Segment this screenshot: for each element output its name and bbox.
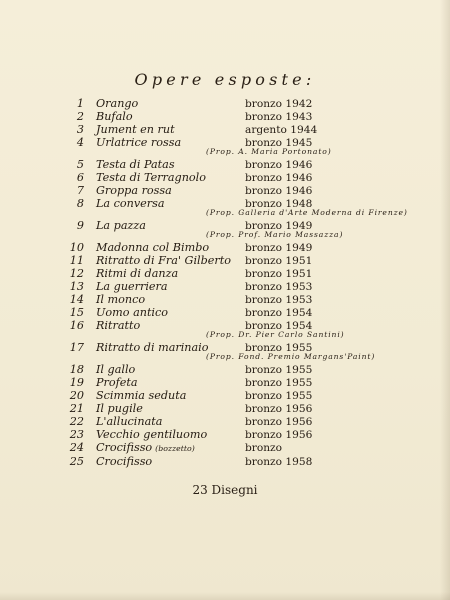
work-entry (0, 171, 450, 185)
work-number: 22 (69, 415, 84, 428)
work-title-note: (bozzetto) (155, 444, 195, 453)
work-title: Crocifisso (96, 455, 153, 468)
work-material-year: bronzo (245, 442, 283, 454)
work-title: Crocifisso (bozzetto) (96, 441, 195, 454)
work-entry (0, 267, 450, 281)
work-title: Scimmia seduta (96, 389, 187, 402)
work-entry (0, 280, 450, 294)
work-number: 9 (76, 219, 84, 232)
work-material-year: bronzo 1951 (245, 268, 313, 280)
work-ownership-note: (Prop. Fond. Premio Margans'Paint) (206, 352, 376, 361)
work-number: 25 (69, 455, 84, 468)
work-material-year: bronzo 1955 (245, 390, 313, 402)
work-material-year: bronzo 1945 (245, 137, 313, 149)
work-title: Groppa rossa (96, 184, 172, 197)
work-title: La guerriera (96, 280, 168, 293)
work-number: 3 (76, 123, 84, 136)
work-number: 18 (69, 363, 84, 376)
work-entry (0, 455, 450, 469)
work-number: 6 (76, 171, 84, 184)
work-title: La conversa (96, 197, 165, 210)
work-title: Ritratto (96, 319, 141, 332)
work-number: 16 (69, 319, 84, 332)
work-entry (0, 376, 450, 390)
work-number: 19 (69, 376, 84, 389)
work-entry (0, 441, 450, 455)
work-material-year: bronzo 1948 (245, 198, 313, 210)
work-number: 12 (69, 267, 84, 280)
work-title: Il gallo (96, 363, 136, 376)
work-number: 8 (76, 197, 84, 210)
work-number: 1 (76, 97, 84, 110)
work-number: 14 (69, 293, 84, 306)
work-title: Orango (96, 97, 139, 110)
work-material-year: bronzo 1955 (245, 364, 313, 376)
work-number: 17 (69, 341, 84, 354)
work-title: Jument en rut (96, 123, 175, 136)
work-material-year: bronzo 1946 (245, 185, 313, 197)
work-title: Ritratto di Fra' Gilberto (96, 254, 231, 267)
work-number: 20 (69, 389, 84, 402)
work-material-year: bronzo 1953 (245, 281, 313, 293)
work-title: Urlatrice rossa (96, 136, 182, 149)
work-title: Il monco (96, 293, 146, 306)
work-title: La pazza (96, 219, 146, 232)
page-bottom-shadow (0, 592, 450, 600)
work-title: L'allucinata (96, 415, 163, 428)
work-title: Vecchio gentiluomo (96, 428, 208, 441)
work-entry (0, 402, 450, 416)
work-ownership-note: (Prop. A. Maria Portonato) (206, 147, 332, 156)
work-material-year: bronzo 1958 (245, 456, 313, 468)
work-number: 4 (76, 136, 84, 149)
work-number: 11 (69, 254, 84, 267)
work-title: Madonna col Bimbo (96, 241, 210, 254)
work-ownership-note: (Prop. Prof. Mario Massazza) (206, 230, 344, 239)
work-title: Ritratto di marinaio (96, 341, 209, 354)
work-entry (0, 97, 450, 111)
work-number: 7 (76, 184, 84, 197)
work-entry (0, 110, 450, 124)
work-entry (0, 158, 450, 172)
work-entry (0, 306, 450, 320)
work-material-year: bronzo 1955 (245, 342, 313, 354)
work-material-year: bronzo 1949 (245, 242, 313, 254)
work-ownership-note: (Prop. Galleria d'Arte Moderna di Firenze) (206, 208, 408, 217)
work-entry (0, 293, 450, 307)
work-material-year: bronzo 1953 (245, 294, 313, 306)
work-material-year: bronzo 1956 (245, 429, 313, 441)
work-entry (0, 428, 450, 442)
work-number: 2 (76, 110, 84, 123)
work-entry (0, 254, 450, 268)
work-number: 5 (76, 158, 84, 171)
work-title: Bufalo (96, 110, 133, 123)
work-number: 21 (69, 402, 84, 415)
work-material-year: bronzo 1954 (245, 307, 313, 319)
work-material-year: bronzo 1943 (245, 111, 313, 123)
page-title: Opere esposte: (134, 70, 316, 89)
work-material-year: bronzo 1956 (245, 403, 313, 415)
work-material-year: bronzo 1955 (245, 377, 313, 389)
work-entry (0, 123, 450, 137)
work-number: 23 (69, 428, 84, 441)
work-title: Il pugile (96, 402, 143, 415)
work-ownership-note: (Prop. Dr. Pier Carlo Santini) (206, 330, 345, 339)
work-material-year: bronzo 1949 (245, 220, 313, 232)
work-material-year: bronzo 1954 (245, 320, 313, 332)
work-title: Uomo antico (96, 306, 169, 319)
work-entry (0, 389, 450, 403)
work-entry (0, 241, 450, 255)
work-number: 24 (69, 441, 84, 454)
drawings-count: 23 Disegni (192, 483, 258, 497)
work-title: Profeta (96, 376, 138, 389)
work-entry (0, 363, 450, 377)
work-material-year: bronzo 1946 (245, 159, 313, 171)
work-title: Ritmi di danza (96, 267, 179, 280)
work-material-year: bronzo 1956 (245, 416, 313, 428)
work-title: Testa di Terragnolo (96, 171, 206, 184)
work-title: Testa di Patas (96, 158, 175, 171)
work-material-year: argento 1944 (245, 124, 318, 136)
work-material-year: bronzo 1946 (245, 172, 313, 184)
work-material-year: bronzo 1951 (245, 255, 313, 267)
work-entry (0, 415, 450, 429)
work-number: 10 (69, 241, 84, 254)
work-number: 15 (69, 306, 84, 319)
work-entry (0, 184, 450, 198)
work-number: 13 (69, 280, 84, 293)
work-material-year: bronzo 1942 (245, 98, 313, 110)
